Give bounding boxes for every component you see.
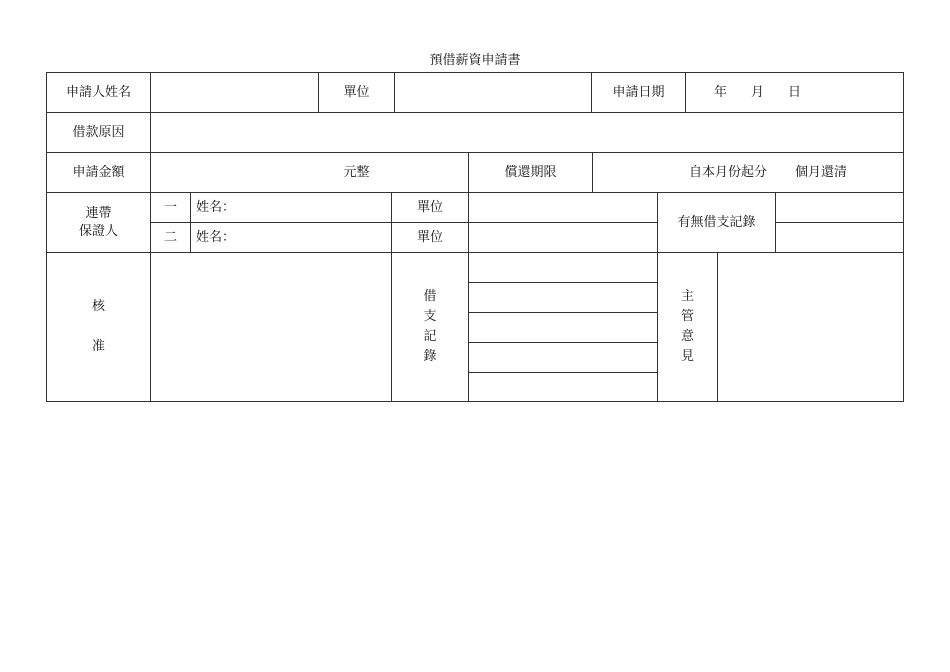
guarantor-label-line-2: 保證人 <box>78 223 118 239</box>
loan-history-field-2[interactable] <box>775 222 904 253</box>
guarantor-unit-label-2: 單位 <box>391 222 469 253</box>
guarantor-name-field-2[interactable]: 姓名： <box>190 222 392 253</box>
approval-label <box>46 252 151 402</box>
applicant-name-label: 申請人姓名 <box>46 72 151 113</box>
loan-record-char-3: 記 <box>423 329 437 344</box>
approval-label-char-1: 核 <box>91 299 105 314</box>
loan-record-field-4[interactable] <box>468 342 658 373</box>
apply-date-label: 申請日期 <box>591 72 686 113</box>
guarantor-label <box>46 192 151 253</box>
loan-history-label: 有無借支記錄 <box>657 192 776 253</box>
guarantor-unit-label-1: 單位 <box>391 192 469 223</box>
repay-period-field[interactable] <box>592 152 904 193</box>
guarantor-label-line-1: 連帶 <box>85 205 112 221</box>
loan-record-field-2[interactable] <box>468 282 658 313</box>
supervisor-label <box>657 252 718 402</box>
supervisor-char-4: 見 <box>680 349 694 364</box>
repay-from-text: 自本月份起分 <box>688 164 767 180</box>
supervisor-opinion-field[interactable] <box>717 252 904 402</box>
unit-field[interactable] <box>394 72 592 113</box>
approval-field[interactable] <box>150 252 392 402</box>
guarantor-index-2: 二 <box>150 222 191 253</box>
amount-suffix: 元整 <box>343 164 370 180</box>
loan-record-field-3[interactable] <box>468 312 658 343</box>
amount-label: 申請金額 <box>46 152 151 193</box>
reason-label: 借款原因 <box>46 112 151 153</box>
loan-record-char-2: 支 <box>423 309 437 324</box>
amount-field[interactable] <box>150 152 469 193</box>
guarantor-name-field-1[interactable]: 姓名： <box>190 192 392 223</box>
approval-label-char-2: 准 <box>91 339 105 354</box>
applicant-name-field[interactable] <box>150 72 319 113</box>
repay-to-text: 個月還清 <box>795 164 848 180</box>
date-day-label: 日 <box>788 84 802 100</box>
supervisor-char-1: 主 <box>680 289 694 304</box>
unit-label: 單位 <box>318 72 395 113</box>
supervisor-char-3: 意 <box>680 329 694 344</box>
date-month-label: 月 <box>751 84 765 100</box>
loan-history-field-1[interactable] <box>775 192 904 223</box>
loan-record-label <box>391 252 469 402</box>
date-year-label: 年 <box>714 84 728 100</box>
reason-field[interactable] <box>150 112 904 153</box>
guarantor-index-1: 一 <box>150 192 191 223</box>
loan-record-char-4: 錄 <box>423 349 437 364</box>
guarantor-unit-field-2[interactable] <box>468 222 658 253</box>
loan-record-char-1: 借 <box>423 289 437 304</box>
loan-record-field-5[interactable] <box>468 372 658 402</box>
guarantor-unit-field-1[interactable] <box>468 192 658 223</box>
repay-period-label: 償還期限 <box>468 152 593 193</box>
apply-date-field[interactable] <box>685 72 904 113</box>
form-title: 預借薪資申請書 <box>429 53 521 68</box>
loan-record-field-1[interactable] <box>468 252 658 283</box>
supervisor-char-2: 管 <box>680 309 694 324</box>
